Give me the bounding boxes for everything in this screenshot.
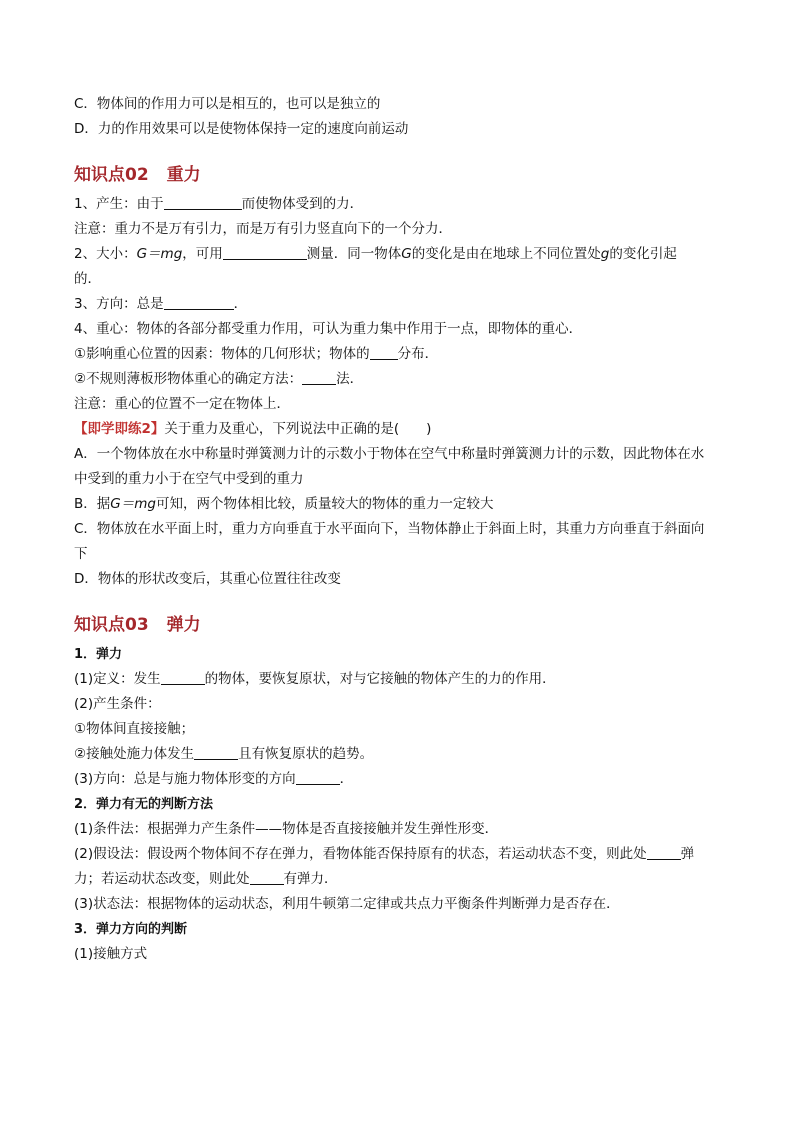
section-heading-elastic-force (74, 610, 724, 640)
condition-1: ①物体间直接接触； (74, 721, 195, 737)
gravity-note-2: 注意：重心的位置不一定在物体上． (74, 396, 290, 412)
exercise-question: 【即学即练2】关于重力及重心，下列说法中正确的是( ) (74, 421, 432, 437)
center-factor-line: ①影响重心位置的因素：物体的几何形状；物体的 分布． (74, 346, 439, 362)
fill-blank (296, 770, 340, 785)
exercise-option-a-line1: A．一个物体放在水中称量时弹簧测力计的示数小于物体在空气中称量时弹簧测力计的示数，因此物体在水 (74, 446, 705, 462)
center-of-gravity-line: 4、重心：物体的各部分都受重力作用，可认为重力集中作用于一点，即物体的重心． (74, 321, 583, 337)
exercise-option-c-line1: C．物体放在水平面上时，重力方向垂直于水平面向下，当物体静止于斜面上时，其重力方向垂直于斜面向 (74, 521, 705, 537)
exercise-option-c-line2: 下 (74, 546, 88, 562)
exercise-tag: 【即学即练2】 (74, 421, 165, 437)
method-hypothesis-line2: 力；若运动状态改变，则此处 有弹力． (74, 871, 338, 887)
section-heading-gravity (74, 160, 724, 190)
section-title: 重力 (166, 165, 201, 185)
document-page (74, 92, 724, 967)
gravity-magnitude-line: 2、大小：G＝mg，可用 测量．同一物体G的变化是由在地球上不同位置处g的变化引起 (74, 246, 677, 262)
fill-blank (164, 195, 242, 210)
contact-type-line: (1)接触方式 (74, 946, 148, 962)
option-c-previous: C．物体间的作用力可以是相互的，也可以是独立的 (74, 96, 381, 112)
fill-blank (370, 345, 398, 360)
condition-2: ②接触处施力体发生 且有恢复原状的趋势。 (74, 746, 374, 762)
method-hypothesis-line1: (2)假设法：假设两个物体间不存在弹力，看物体能否保持原有的状态，若运动状态不变，则此处 弹 (74, 846, 695, 862)
section-number: 知识点03 (74, 615, 149, 635)
method-state: (3)状态法：根据物体的运动状态，利用牛顿第二定律或共点力平衡条件判断弹力是否存在． (74, 896, 620, 912)
subheading-judgment-methods: 2．弹力有无的判断方法 (74, 797, 214, 812)
subheading-direction-judgment: 3．弹力方向的判断 (74, 922, 188, 937)
exercise-option-b: B．据G＝mg可知，两个物体相比较，质量较大的物体的重力一定较大 (74, 496, 494, 512)
subheading-elastic-force: 1．弹力 (74, 647, 123, 662)
section-number: 知识点02 (74, 165, 149, 185)
fill-blank (250, 870, 284, 885)
gravity-origin-line: 1、产生：由于 而使物体受到的力． (74, 196, 364, 212)
fill-blank (161, 670, 205, 685)
direction-line: (3)方向：总是与施力物体形变的方向 ． (74, 771, 354, 787)
option-d-previous: D．力的作用效果可以是使物体保持一定的速度向前运动 (74, 121, 409, 137)
fill-blank (223, 245, 307, 260)
gravity-magnitude-continuation: 的． (74, 271, 101, 287)
center-method-line: ②不规则薄板形物体重心的确定方法： 法． (74, 371, 364, 387)
method-condition: (1)条件法：根据弹力产生条件——物体是否直接接触并发生弹性形变． (74, 821, 499, 837)
fill-blank (302, 370, 336, 385)
exercise-option-a-line2: 中受到的重力小于在空气中受到的重力 (74, 471, 304, 487)
definition-line: (1)定义：发生 的物体，要恢复原状，对与它接触的物体产生的力的作用． (74, 671, 556, 687)
gravity-note-1: 注意：重力不是万有引力，而是万有引力竖直向下的一个分力． (74, 221, 452, 237)
conditions-line: (2)产生条件： (74, 696, 161, 712)
exercise-option-d: D．物体的形状改变后，其重心位置往往改变 (74, 571, 341, 587)
gravity-direction-line: 3、方向：总是 ． (74, 296, 248, 312)
fill-blank (164, 295, 234, 310)
fill-blank (647, 845, 681, 860)
section-title: 弹力 (166, 615, 201, 635)
fill-blank (194, 745, 238, 760)
